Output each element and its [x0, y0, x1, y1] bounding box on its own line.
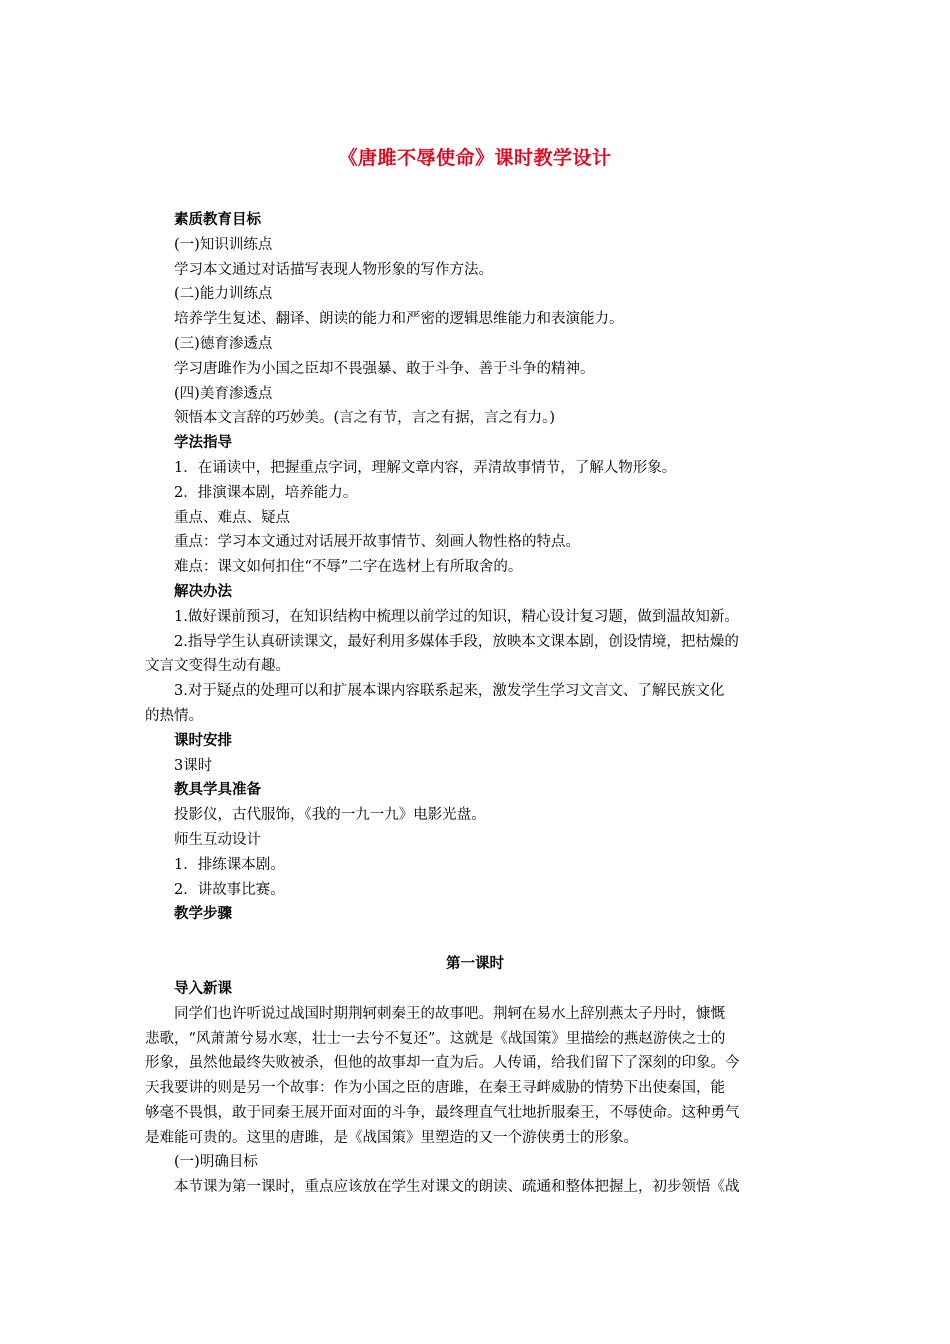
intro-line: 够毫不畏惧，敢于同秦王展开面对面的斗争，最终理直气壮地折服秦王，不辱使命。这种勇气: [145, 1104, 740, 1121]
points-heading: 重点、难点、疑点: [174, 509, 290, 526]
goal-label: (四)美育渗透点: [174, 385, 273, 402]
intro-line: 同学们也许听说过战国时期荆轲刺秦王的故事吧。荆轲在易水上辞别燕太子丹时，慷慨: [174, 1005, 725, 1022]
section-heading-solutions: 解决办法: [174, 583, 232, 600]
intro-line: 形象，虽然他最终失败被杀，但他的故事却一直为后。人传诵，给我们留下了深刻的印象。今: [145, 1055, 740, 1072]
intro-line: 悲歌，“风萧萧兮易水寒，壮士一去兮不复还”。这就是《战国策》里描绘的燕赵游侠之士的: [145, 1030, 726, 1047]
intro-line: 天我要讲的则是另一个故事：作为小国之臣的唐雎，在秦王寻衅威胁的情势下出使秦国，能: [145, 1080, 725, 1097]
goal-text: 学习本文通过对话描写表现人物形象的写作方法。: [174, 261, 493, 278]
page-title: 《唐雎不辱使命》课时教学设计: [338, 147, 612, 169]
solution-line: 1.做好课前预习，在知识结构中梳理以前学过的知识，精心设计复习题，做到温故知新。: [174, 608, 739, 625]
interaction-heading: 师生互动设计: [174, 831, 261, 848]
intro-line: 是难能可贵的。这里的唐雎，是《战国策》里塑造的又一个游侠勇士的形象。: [145, 1129, 638, 1146]
goal-text: 学习唐雎作为小国之臣却不畏强暴、敢于斗争、善于斗争的精神。: [174, 360, 595, 377]
goal-label: (一)知识训练点: [174, 236, 273, 253]
goal-text: 培养学生复述、翻译、朗读的能力和严密的逻辑思维能力和表演能力。: [174, 311, 624, 328]
key-point: 重点：学习本文通过对话展开故事情节、刻画人物性格的特点。: [174, 534, 580, 551]
intro-heading: 导入新课: [174, 980, 232, 997]
goal-label: (二)能力训练点: [174, 286, 273, 303]
document-body: [145, 208, 810, 1200]
section-heading-method: 学法指导: [174, 435, 232, 452]
spacer: [174, 927, 810, 952]
goal-clarify-label: (一)明确目标: [174, 1154, 258, 1171]
method-item: 2．排演课本剧，培养能力。: [174, 484, 358, 501]
lesson-heading: 第一课时: [446, 956, 504, 973]
solution-line: 的热情。: [145, 707, 203, 724]
solution-line: 3.对于疑点的处理可以和扩展本课内容联系起来，激发学生学习文言文、了解民族文化: [174, 683, 725, 700]
section-heading-goals: 素质教育目标: [174, 212, 261, 228]
section-heading-tools: 教具学具准备: [174, 782, 261, 799]
goal-text: 领悟本文言辞的巧妙美。(言之有节，言之有据，言之有力。): [174, 410, 556, 427]
solution-line: 2.指导学生认真研读课文，最好利用多媒体手段，放映本文课本剧，创设情境，把枯燥的: [174, 633, 739, 650]
schedule-value: 3课时: [174, 757, 213, 774]
section-heading-schedule: 课时安排: [174, 732, 232, 749]
goal-label: (三)德育渗透点: [174, 335, 273, 352]
tools-value: 投影仪，古代服饰，《我的一九一九》电影光盘。: [174, 807, 486, 824]
goal-clarify-text: 本节课为第一课时，重点应该放在学生对课文的朗读、疏通和整体把握上，初步领悟《战: [174, 1179, 740, 1196]
interaction-item: 2．讲故事比赛。: [174, 881, 285, 898]
method-item: 1．在诵读中，把握重点字词，理解文章内容，弄清故事情节，了解人物形象。: [174, 459, 677, 476]
section-heading-steps: 教学步骤: [174, 906, 232, 923]
difficult-point: 难点：课文如何扣住“不辱”二字在选材上有所取舍的。: [174, 559, 523, 576]
solution-line: 文言文变得生动有趣。: [145, 658, 290, 675]
interaction-item: 1．排练课本剧。: [174, 856, 285, 873]
